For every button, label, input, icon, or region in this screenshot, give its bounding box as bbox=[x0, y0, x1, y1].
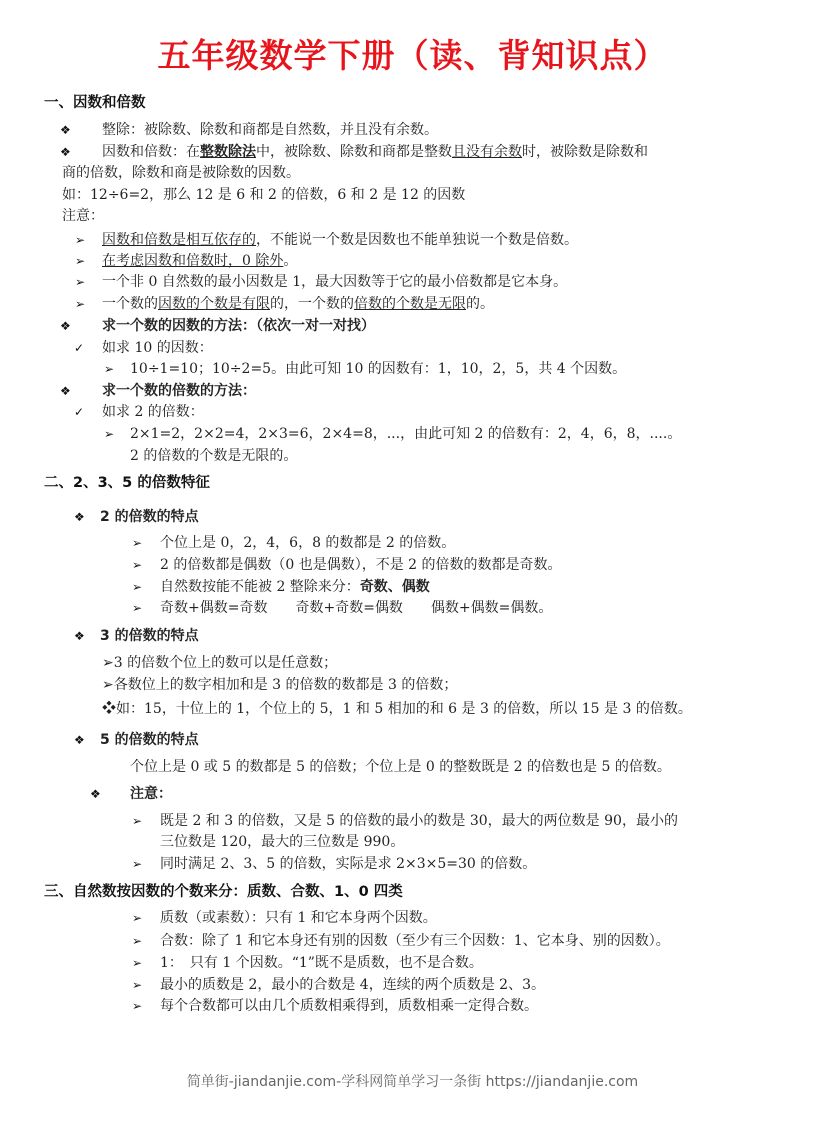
text-segment: 每个合数都可以由几个质数相乘得到，质数相乘一定得合数。 bbox=[160, 998, 538, 1014]
text-line bbox=[102, 316, 375, 336]
underlined-text: 倍数的个数是无限 bbox=[354, 296, 466, 312]
text-segment: ➢3 的倍数个位上的数可以是任意数； bbox=[102, 655, 338, 671]
text-line bbox=[102, 338, 213, 358]
diamond-bullet-icon: ❖ bbox=[60, 384, 71, 398]
underlined-text: 因数的个数是有限 bbox=[158, 296, 270, 312]
text-segment: 2 的倍数都是偶数（0 也是偶数），不是 2 的倍数的数都是奇数。 bbox=[160, 557, 562, 573]
arrow-bullet-icon: ➢ bbox=[132, 911, 143, 925]
text-line bbox=[130, 446, 297, 466]
arrow-bullet-icon: ➢ bbox=[104, 427, 115, 441]
arrow-bullet-icon: ➢ bbox=[132, 580, 143, 594]
text-segment: 合数：除了 1 和它本身还有别的因数（至少有三个因数：1、它本身、别的因数）。 bbox=[160, 933, 670, 949]
text-segment: 3 的倍数的特点 bbox=[100, 628, 199, 644]
text-segment: ❖如：15，十位上的 1，个位上的 5，1 和 5 相加的和 6 是 3 的倍数，所以 15 是 3 的倍数。 bbox=[102, 701, 692, 717]
section-heading bbox=[44, 473, 210, 493]
page-title: 五年级数学下册（读、背知识点） bbox=[157, 36, 668, 75]
text-segment: 10÷1=10；10÷2=5。由此可知 10 的因数有：1，10，2，5，共 4 个因数。 bbox=[130, 361, 627, 377]
text-line bbox=[160, 598, 552, 618]
diamond-bullet-icon: ❖ bbox=[60, 123, 71, 137]
underlined-text: 整数除法 bbox=[200, 144, 256, 160]
text-line bbox=[102, 653, 337, 673]
text-line bbox=[160, 555, 562, 575]
diamond-bullet-icon: ❖ bbox=[60, 319, 71, 333]
text-segment: 。 bbox=[283, 253, 298, 269]
text-segment: 一个非 0 自然数的最小因数是 1，最大因数等于它的最小倍数都是它本身。 bbox=[102, 274, 568, 290]
text-segment: ，不能说一个数是因数也不能单独说一个数是倍数。 bbox=[256, 232, 578, 248]
text-line bbox=[102, 675, 457, 695]
text-segment: 5 的倍数的特点 bbox=[100, 732, 199, 748]
diamond-bullet-icon: ❖ bbox=[74, 510, 85, 524]
text-line bbox=[160, 908, 437, 928]
text-segment: 商的倍数，除数和商是被除数的因数。 bbox=[62, 165, 300, 181]
text-segment: 1： 只有 1 个因数。“1”既不是质数，也不是合数。 bbox=[160, 955, 483, 971]
text-segment: 二、2、3、5 的倍数特征 bbox=[44, 475, 210, 491]
arrow-bullet-icon: ➢ bbox=[132, 978, 143, 992]
arrow-bullet-icon: ➢ bbox=[132, 814, 143, 828]
section-heading bbox=[44, 882, 403, 902]
bold-text: 奇数、偶数 bbox=[359, 579, 430, 595]
arrow-bullet-icon: ➢ bbox=[132, 558, 143, 572]
text-segment: 个位上是 0 或 5 的数都是 5 的倍数；个位上是 0 的整数既是 2 的倍数也是 5 的倍数。 bbox=[130, 759, 671, 775]
text-segment: 因数和倍数：在 bbox=[102, 144, 200, 160]
text-segment: 求一个数的倍数的方法： bbox=[102, 383, 256, 399]
text-line bbox=[102, 251, 297, 271]
arrow-bullet-icon: ➢ bbox=[75, 233, 86, 247]
text-segment: 质数（或素数）：只有 1 和它本身两个因数。 bbox=[160, 910, 437, 926]
text-segment: 中，被除数、除数和商都是整数 bbox=[256, 144, 452, 160]
text-line bbox=[100, 626, 199, 646]
text-line bbox=[160, 975, 545, 995]
text-segment: 既是 2 和 3 的倍数，又是 5 的倍数的最小的数是 30，最大的两位数是 90，最小的 bbox=[160, 813, 678, 829]
underlined-text: 在考虑因数和倍数时，0 除外 bbox=[102, 253, 284, 269]
text-segment: 一、因数和倍数 bbox=[44, 95, 146, 111]
diamond-bullet-icon: ❖ bbox=[60, 145, 71, 159]
text-segment: 奇数+偶数=奇数 奇数+奇数=偶数 偶数+偶数=偶数。 bbox=[160, 600, 553, 616]
footer-watermark: 简单街-jiandanjie.com-学科网简单学习一条街 https://jiandanjie.com bbox=[186, 1074, 639, 1090]
arrow-bullet-icon: ➢ bbox=[132, 601, 143, 615]
diamond-bullet-icon: ❖ bbox=[74, 629, 85, 643]
text-line bbox=[102, 272, 567, 292]
text-line bbox=[130, 359, 626, 379]
check-bullet-icon: ✓ bbox=[74, 341, 85, 355]
text-segment: 自然数按能不能被 2 整除来分： bbox=[160, 579, 360, 595]
text-line bbox=[160, 953, 483, 973]
text-segment: 整除：被除数、除数和商都是自然数，并且没有余数。 bbox=[102, 122, 438, 138]
text-segment: 个位上是 0，2，4，6，8 的数都是 2 的倍数。 bbox=[160, 535, 456, 551]
text-segment: 三、自然数按因数的个数来分：质数、合数、1、0 四类 bbox=[44, 884, 403, 900]
text-line bbox=[160, 577, 430, 597]
text-line bbox=[160, 931, 670, 951]
text-segment: 的，一个数的 bbox=[270, 296, 354, 312]
diamond-bullet-icon: ❖ bbox=[74, 733, 85, 747]
text-segment: 三位数是 120，最大的三位数是 990。 bbox=[160, 834, 405, 850]
underlined-text: 且没有余数 bbox=[452, 144, 522, 160]
diamond-bullet-icon: ❖ bbox=[90, 787, 101, 801]
arrow-bullet-icon: ➢ bbox=[132, 857, 143, 871]
text-segment: 2 的倍数的特点 bbox=[100, 509, 199, 525]
text-line bbox=[102, 294, 494, 314]
arrow-bullet-icon: ➢ bbox=[75, 254, 86, 268]
text-segment: 如求 2 的倍数： bbox=[102, 404, 204, 420]
text-line bbox=[102, 120, 438, 140]
arrow-bullet-icon: ➢ bbox=[132, 536, 143, 550]
text-line bbox=[100, 507, 199, 527]
text-segment: 2 的倍数的个数是无限的。 bbox=[130, 448, 298, 464]
text-segment: 的。 bbox=[466, 296, 494, 312]
text-line bbox=[102, 142, 648, 162]
text-line bbox=[102, 230, 578, 250]
text-line bbox=[100, 730, 199, 750]
text-line bbox=[102, 402, 204, 422]
arrow-bullet-icon: ➢ bbox=[132, 934, 143, 948]
text-segment: 同时满足 2、3、5 的倍数，实际是求 2×3×5=30 的倍数。 bbox=[160, 856, 537, 872]
text-segment: 最小的质数是 2，最小的合数是 4，连续的两个质数是 2、3。 bbox=[160, 977, 545, 993]
arrow-bullet-icon: ➢ bbox=[75, 297, 86, 311]
text-line bbox=[130, 424, 681, 444]
check-bullet-icon: ✓ bbox=[74, 405, 85, 419]
arrow-bullet-icon: ➢ bbox=[75, 275, 86, 289]
text-segment: 2×1=2，2×2=4，2×3=6，2×4=8，...，由此可知 2 的倍数有：2，4，6，8，....。 bbox=[130, 426, 682, 442]
text-segment: 注意： bbox=[62, 208, 104, 224]
text-segment: 一个数的 bbox=[102, 296, 158, 312]
section-heading bbox=[44, 93, 146, 113]
text-line bbox=[102, 381, 256, 401]
arrow-bullet-icon: ➢ bbox=[132, 956, 143, 970]
bold-text: 注意： bbox=[130, 786, 172, 802]
text-segment: 如求 10 的因数： bbox=[102, 340, 213, 356]
text-segment: 如：12÷6=2，那么 12 是 6 和 2 的倍数，6 和 2 是 12 的因数 bbox=[62, 187, 466, 203]
text-line bbox=[160, 996, 538, 1016]
text-line bbox=[160, 533, 455, 553]
text-segment: 时，被除数是除数和 bbox=[522, 144, 648, 160]
text-line bbox=[62, 185, 465, 205]
text-line bbox=[102, 699, 692, 719]
text-line bbox=[130, 784, 172, 804]
arrow-bullet-icon: ➢ bbox=[132, 999, 143, 1013]
arrow-bullet-icon: ➢ bbox=[104, 362, 115, 376]
text-line bbox=[130, 757, 671, 777]
text-line bbox=[160, 854, 536, 874]
text-line bbox=[62, 163, 300, 183]
underlined-text: 因数和倍数是相互依存的 bbox=[102, 232, 256, 248]
text-segment: ➢各数位上的数字相加和是 3 的倍数的数都是 3 的倍数； bbox=[102, 677, 458, 693]
text-line bbox=[62, 206, 104, 226]
text-line bbox=[160, 832, 404, 852]
text-segment: 求一个数的因数的方法：（依次一对一对找） bbox=[102, 318, 375, 334]
text-line bbox=[160, 811, 678, 831]
